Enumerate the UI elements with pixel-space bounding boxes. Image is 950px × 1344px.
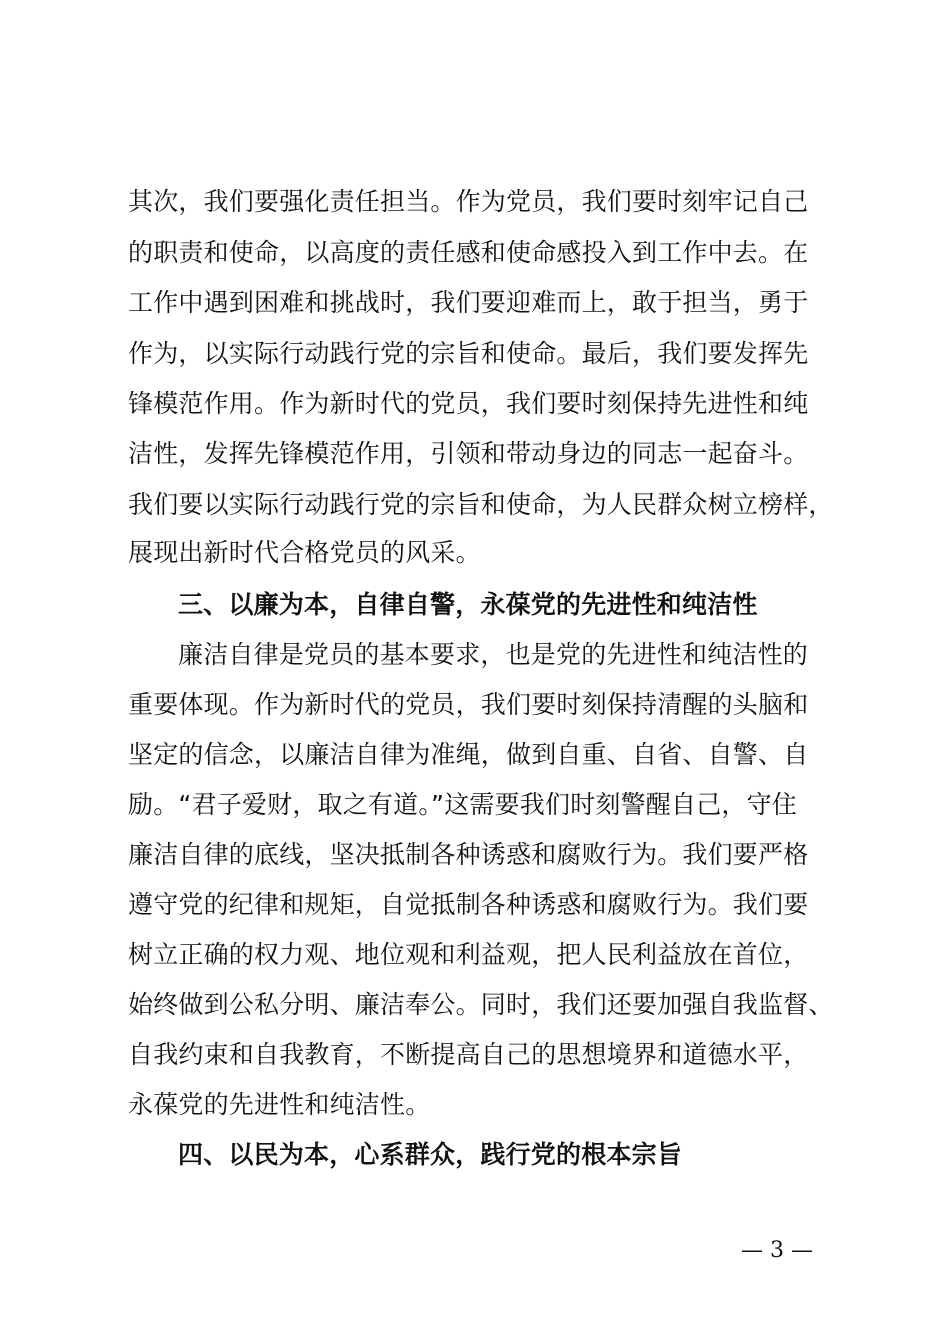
paragraph-line: 廉洁自律是党员的基本要求，也是党的先进性和纯洁性的 (178, 640, 809, 669)
paragraph-line: 廉洁自律的底线，坚决抵制各种诱惑和腐败行为。我们要严格 (128, 840, 809, 869)
paragraph-line: 坚定的信念，以廉洁自律为准绳，做到自重、自省、自警、自 (128, 740, 809, 769)
paragraph-line: 我们要以实际行动践行党的宗旨和使命，为人民群众树立榜样， (128, 490, 834, 519)
paragraph-line: 永葆党的先进性和纯洁性。 (128, 1090, 431, 1119)
paragraph-line: 的职责和使命，以高度的责任感和使命感投入到工作中去。在 (128, 238, 809, 267)
paragraph-line: 树立正确的权力观、地位观和利益观，把人民利益放在首位， (128, 940, 809, 969)
paragraph-line: 励。“君子爱财，取之有道。”这需要我们时刻警醒自己，守住 (128, 790, 798, 819)
paragraph-line: 自我约束和自我教育，不断提高自己的思想境界和道德水平， (128, 1040, 809, 1069)
paragraph-line: 始终做到公私分明、廉洁奉公。同时，我们还要加强自我监督、 (128, 990, 834, 1019)
section-heading: 四、以民为本，心系群众，践行党的根本宗旨 (178, 1140, 683, 1169)
paragraph-line: 工作中遇到困难和挑战时，我们要迎难而上，敢于担当，勇于 (128, 288, 809, 317)
page-number: — 3 — (741, 1238, 813, 1263)
paragraph-line: 遵守党的纪律和规矩，自觉抵制各种诱惑和腐败行为。我们要 (128, 890, 809, 919)
section-heading: 三、以廉为本，自律自警，永葆党的先进性和纯洁性 (178, 590, 758, 619)
paragraph-line: 重要体现。作为新时代的党员，我们要时刻保持清醒的头脑和 (128, 690, 809, 719)
paragraph-line: 锋模范作用。作为新时代的党员，我们要时刻保持先进性和纯 (128, 389, 809, 418)
paragraph-line: 其次，我们要强化责任担当。作为党员，我们要时刻牢记自己 (128, 187, 809, 216)
paragraph-line: 洁性，发挥先锋模范作用，引领和带动身边的同志一起奋斗。 (128, 439, 809, 468)
paragraph-line: 展现出新时代合格党员的风采。 (128, 538, 481, 567)
paragraph-line: 作为，以实际行动践行党的宗旨和使命。最后，我们要发挥先 (128, 339, 809, 368)
